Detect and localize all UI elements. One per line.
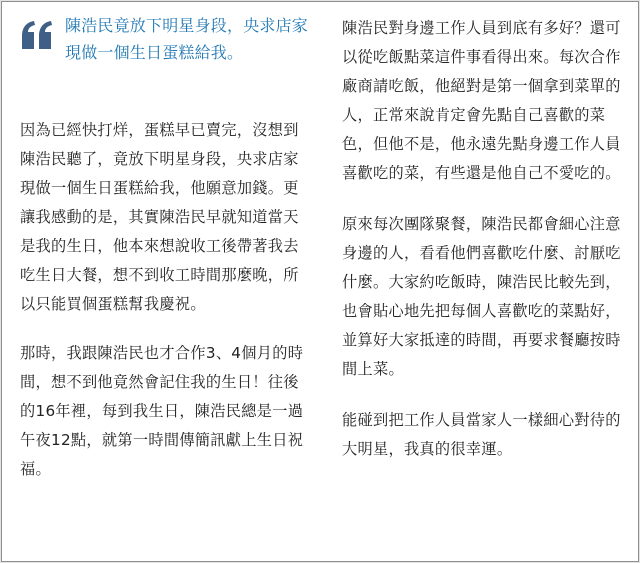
left-paragraph-1: 因為已經快打烊，蛋糕早已賣完，沒想到陳浩民聽了，竟放下明星身段，央求店家現做一個生日蛋糕給我，他願意加錢。更讓我感動的是，其實陳浩民早就知道當天是我的生日，他本來想說收工後帶著我去吃生日大餐，想不到收工時間那麼晚，所以只能買個蛋糕幫我慶祝。 [20,121,299,313]
left-column [20,2,310,484]
right-paragraph-2: 原來每次團隊聚餐，陳浩民都會細心注意身邊的人，看看他們喜歡吃什麼、討厭吃什麼。大家約吃飯時，陳浩民比較先到，也會貼心地先把每個人喜歡吃的菜點好，並算好大家抵達的時間，再要求餐廳按時間上菜。 [342,215,621,378]
right-column [342,2,624,464]
pull-quote [20,12,310,82]
right-paragraph-3: 能碰到把工作人員當家人一樣細心對待的大明星，我真的很幸運。 [342,411,621,458]
left-paragraph-2: 那時，我跟陳浩民也才合作3、4個月的時間，想不到他竟然會記住我的生日！往後的16年裡，每到我生日，陳浩民總是一過午夜12點，就第一時間傳簡訊獻上生日祝福。 [20,344,304,478]
article-frame [1,1,639,562]
pull-quote-text: 陳浩民竟放下明星身段，央求店家現做一個生日蛋糕給我。 [65,16,309,62]
left-double-quote-icon [20,20,54,50]
right-paragraph-1: 陳浩民對身邊工作人員到底有多好？還可以從吃飯點菜這件事看得出來。每次合作廠商請吃飯，他絕對是第一個拿到菜單的人，正常來說肯定會先點自己喜歡的菜色，但他不是，他永遠先點身邊工作人員喜歡吃的菜，有些還是他自己不愛吃的。 [342,19,621,182]
